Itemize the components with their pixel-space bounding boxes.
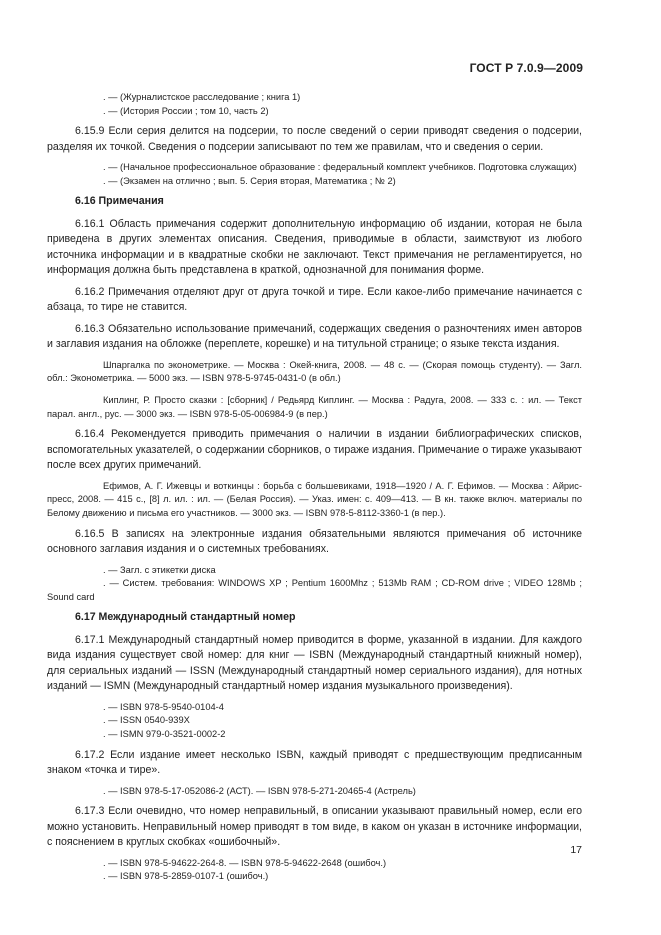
example-line: . — ISBN 978-5-2859-0107-1 (ошибоч.) bbox=[103, 871, 269, 882]
example-block bbox=[47, 480, 582, 521]
paragraph: 6.16.3 Обязательно использование примечаний, содержащих сведения о разночтениях имен авторов и заглавия издания на обложке (переплете, корешке) и на титульной странице; о языке текста издания. bbox=[47, 322, 582, 351]
paragraph: 6.17.1 Международный стандартный номер приводится в форме, указанной в издании. Для каждого вида издания существует свой номер: для книг — ISBN (Международный стандартный книжный номер), для сериальных изданий — ISSN (Международный стандартный номер сериального издания), для нотных изданий — ISMN (Международный стандартный номер издания музыкального произведения). bbox=[47, 633, 582, 693]
example-block bbox=[47, 91, 582, 118]
paragraph: 6.17.2 Если издание имеет несколько ISBN, каждый приводят с предшествующим предписанным знаком «точка и тире». bbox=[47, 748, 582, 777]
document-body bbox=[47, 91, 582, 890]
example-entry: Киплинг, Р. Просто сказки : [сборник] / Редьярд Киплинг. — Москва : Радуга, 2008. — 333 с. : ил. — Текст парал. англ., рус. — 3000 экз. — ISBN 978-5-05-006984-9 (в пер.) bbox=[47, 395, 582, 419]
example-block bbox=[47, 564, 582, 605]
example-block bbox=[47, 785, 582, 799]
section-heading: 6.16 Примечания bbox=[75, 195, 164, 208]
paragraph: 6.15.9 Если серия делится на подсерии, то после сведений о серии приводят сведения о подсерии, разделяя их точкой. Сведения о подсерии записывают по тем же правилам, что и сведения о серии. bbox=[47, 125, 582, 153]
example-entry: Шпаргалка по эконометрике. — Москва : Окей-книга, 2008. — 48 с. — (Скорая помощь студенту). — Загл. обл.: Эконометрика. — 5000 экз. — ISBN 978-5-9745-0431-0 (в обл.) bbox=[47, 359, 582, 384]
paragraph: 6.17.3 Если очевидно, что номер неправильный, в описании указывают правильный номер, если его можно установить. Неправильный номер приводят в том виде, в каком он указан в источнике информации, с пояснением в круглых скобках «ошибочный». bbox=[47, 805, 582, 849]
example-block bbox=[47, 359, 582, 421]
standard-header: ГОСТ Р 7.0.9—2009 bbox=[469, 61, 583, 75]
example-line: . — ISMN 979-0-3521-0002-2 bbox=[103, 729, 226, 739]
example-line: . — ISBN 978-5-17-052086-2 (АСТ). — ISBN 978-5-271-20465-4 (Астрель) bbox=[103, 785, 416, 796]
section-heading: 6.17 Международный стандартный номер bbox=[75, 611, 296, 624]
example-entry: . — Систем. требования: WINDOWS XP ; Pentium 1600Mhz ; 513Mb RAM ; CD-ROM drive ; VIDEO 128Mb ; Sound card bbox=[47, 578, 582, 602]
example-block bbox=[47, 857, 582, 884]
example-line: . — ISBN 978-5-9540-0104-4 bbox=[103, 701, 224, 712]
paragraph: 6.16.1 Область примечания содержит дополнительную информацию об издании, которая не была приведена в других элементах описания. Сведения, приводимые в области, заимствуют из любого источника информации и в квадратные скобки не заключают. Текст примечания не регламентируется, но информация должна быть представлена в краткой, однозначной для понимания форме. bbox=[47, 217, 582, 277]
paragraph: 6.16.5 В записях на электронные издания обязательными являются примечания об источнике основного заглавия издания и о системных требованиях. bbox=[47, 527, 582, 556]
example-line: . — (Журналистское расследование ; книга 1) bbox=[103, 92, 301, 102]
page-number: 17 bbox=[570, 844, 582, 856]
example-entry: . — (Экзамен на отлично ; вып. 5. Серия вторая, Математика ; № 2) bbox=[103, 175, 396, 186]
paragraph: 6.16.2 Примечания отделяют друг от друга точкой и тире. Если какое-либо примечание начинается с абзаца, то тире не ставится. bbox=[47, 285, 582, 314]
example-entry: . — (Начальное профессиональное образование : федеральный комплект учебников. Подготовка служащих) bbox=[103, 162, 577, 173]
example-line: . — ISBN 978-5-94622-264-8. — ISBN 978-5-94622-2648 (ошибоч.) bbox=[103, 857, 387, 868]
example-line: . — (История России ; том 10, часть 2) bbox=[103, 105, 269, 116]
example-block bbox=[47, 161, 582, 188]
example-entry: Ефимов, А. Г. Ижевцы и воткинцы : борьба с большевиками, 1918—1920 / А. Г. Ефимов. — Москва : Айрис-пресс, 2008. — 415 с., [8] л. ил. : ил. — (Белая Россия). — Указ. имен: с. 409—413. — В кн. также включ. материалы по Белому движению и письма его участников. — 3000 экз. — ISBN 978-5-8112-3360-1 (в пер.). bbox=[47, 480, 582, 518]
example-block bbox=[47, 701, 582, 742]
example-entry: . — Загл. с этикетки диска bbox=[103, 564, 216, 575]
example-line: . — ISSN 0540-939X bbox=[103, 715, 190, 726]
paragraph: 6.16.4 Рекомендуется приводить примечания о наличии в издании библиографических списков, вспомогательных указателей, о содержании сборников, о тираже издания. Примечание о тираже указывают после всех других примечаний. bbox=[47, 428, 582, 472]
